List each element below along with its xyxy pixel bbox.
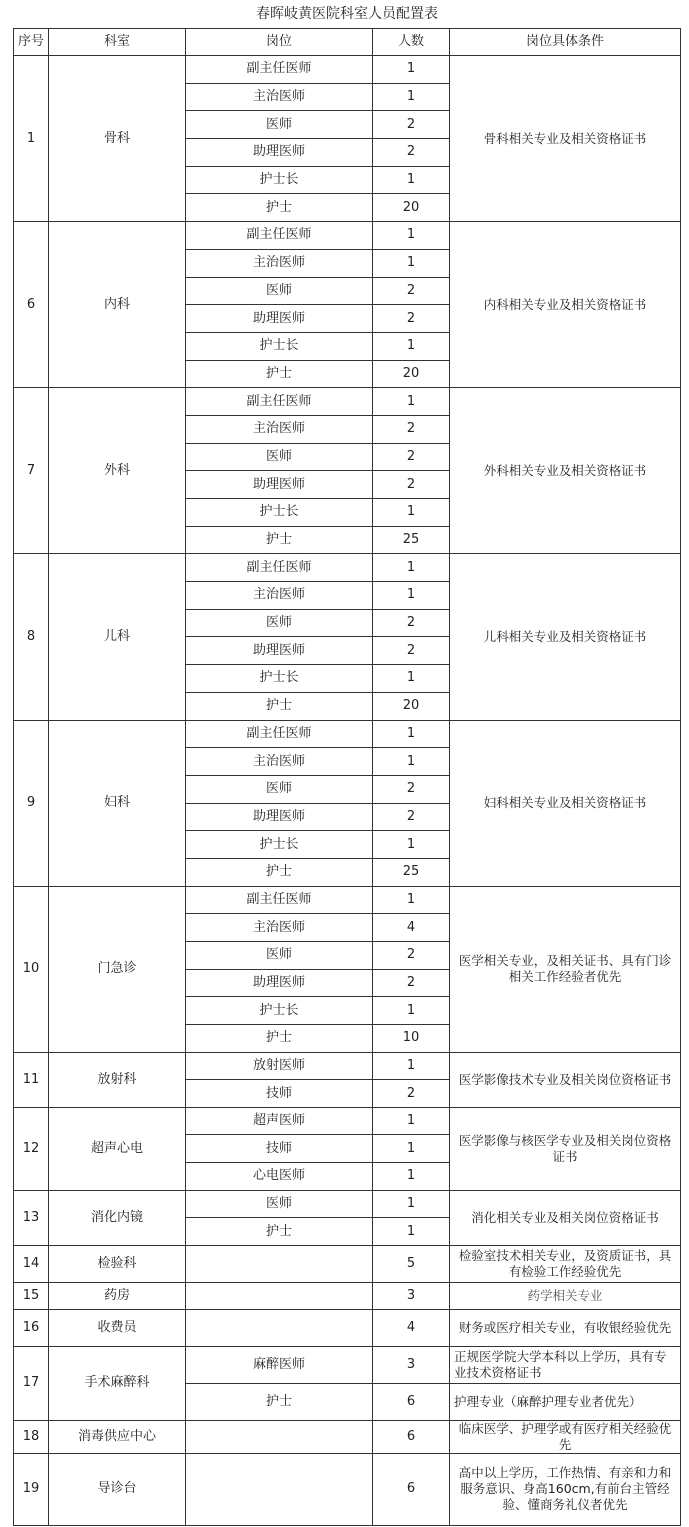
position: 助理医师 — [186, 803, 373, 831]
position: 护士 — [186, 1383, 373, 1420]
position: 护士 — [186, 360, 373, 388]
headcount: 6 — [373, 1420, 450, 1453]
header-row — [14, 29, 681, 56]
position: 医师 — [186, 775, 373, 803]
department: 药房 — [49, 1282, 186, 1309]
headcount: 1 — [373, 499, 450, 527]
headcount: 20 — [373, 360, 450, 388]
headcount: 2 — [373, 443, 450, 471]
table-row — [14, 56, 681, 84]
headcount: 2 — [373, 111, 450, 139]
position: 护士长 — [186, 997, 373, 1025]
headcount: 5 — [373, 1245, 450, 1282]
position: 副主任医师 — [186, 554, 373, 582]
position: 助理医师 — [186, 637, 373, 665]
row-number: 16 — [14, 1309, 49, 1346]
row-number: 10 — [14, 886, 49, 1052]
title-row — [14, 0, 681, 29]
position-conditions: 临床医学、护理学或有医疗相关经验优先 — [450, 1420, 681, 1453]
table-row — [14, 720, 681, 748]
row-number: 15 — [14, 1282, 49, 1309]
position: 主治医师 — [186, 249, 373, 277]
department: 内科 — [49, 222, 186, 388]
row-number: 12 — [14, 1107, 49, 1190]
headcount: 2 — [373, 969, 450, 997]
position-conditions: 内科相关专业及相关资格证书 — [450, 222, 681, 388]
position: 医师 — [186, 609, 373, 637]
headcount: 1 — [373, 554, 450, 582]
position: 主治医师 — [186, 582, 373, 610]
headcount: 1 — [373, 332, 450, 360]
table-row — [14, 1107, 681, 1135]
position: 技师 — [186, 1080, 373, 1108]
headcount: 2 — [373, 415, 450, 443]
header-count: 人数 — [373, 29, 450, 56]
headcount: 3 — [373, 1282, 450, 1309]
position — [186, 1282, 373, 1309]
row-number: 1 — [14, 56, 49, 222]
position: 护士长 — [186, 332, 373, 360]
position: 医师 — [186, 111, 373, 139]
headcount: 2 — [373, 942, 450, 970]
position: 护士长 — [186, 166, 373, 194]
position: 麻醉医师 — [186, 1346, 373, 1383]
department: 超声心电 — [49, 1107, 186, 1190]
headcount: 2 — [373, 139, 450, 167]
position-conditions: 高中以上学历，工作热情、有亲和力和服务意识、身高160cm,有前台主管经验、懂商务礼仪者优先 — [450, 1453, 681, 1525]
headcount: 2 — [373, 277, 450, 305]
department: 检验科 — [49, 1245, 186, 1282]
row-number: 11 — [14, 1052, 49, 1107]
headcount: 1 — [373, 665, 450, 693]
headcount: 3 — [373, 1346, 450, 1383]
position: 技师 — [186, 1135, 373, 1163]
row-number: 14 — [14, 1245, 49, 1282]
position: 主治医师 — [186, 748, 373, 776]
table-row — [14, 1282, 681, 1309]
position-conditions: 儿科相关专业及相关资格证书 — [450, 554, 681, 720]
table-row — [14, 1346, 681, 1383]
department: 收费员 — [49, 1309, 186, 1346]
position-conditions: 医学相关专业，及相关证书、具有门诊相关工作经验者优先 — [450, 886, 681, 1052]
row-number: 9 — [14, 720, 49, 886]
position: 助理医师 — [186, 969, 373, 997]
position-conditions: 检验室技术相关专业，及资质证书，具有检验工作经验优先 — [450, 1245, 681, 1282]
table-row — [14, 388, 681, 416]
headcount: 1 — [373, 1190, 450, 1218]
headcount: 1 — [373, 1218, 450, 1246]
headcount: 1 — [373, 886, 450, 914]
position: 护士 — [186, 1025, 373, 1053]
table-row — [14, 554, 681, 582]
table-row — [14, 886, 681, 914]
position: 医师 — [186, 1190, 373, 1218]
position: 副主任医师 — [186, 388, 373, 416]
headcount: 1 — [373, 222, 450, 250]
position-conditions: 妇科相关专业及相关资格证书 — [450, 720, 681, 886]
headcount: 25 — [373, 526, 450, 554]
position: 主治医师 — [186, 914, 373, 942]
position: 超声医师 — [186, 1107, 373, 1135]
position-conditions: 消化相关专业及相关岗位资格证书 — [450, 1190, 681, 1245]
position: 医师 — [186, 942, 373, 970]
department: 消化内镜 — [49, 1190, 186, 1245]
position: 放射医师 — [186, 1052, 373, 1080]
position-conditions: 护理专业（麻醉护理专业者优先） — [450, 1383, 681, 1420]
position: 护士长 — [186, 665, 373, 693]
headcount: 2 — [373, 471, 450, 499]
position-conditions: 正规医学院大学本科以上学历，具有专业技术资格证书 — [450, 1346, 681, 1383]
table-row — [14, 222, 681, 250]
position — [186, 1245, 373, 1282]
row-number: 7 — [14, 388, 49, 554]
headcount: 1 — [373, 1052, 450, 1080]
staffing-table — [13, 0, 681, 1526]
position-conditions: 骨科相关专业及相关资格证书 — [450, 56, 681, 222]
position: 护士 — [186, 526, 373, 554]
header-no: 序号 — [14, 29, 49, 56]
headcount: 4 — [373, 1309, 450, 1346]
row-number: 17 — [14, 1346, 49, 1420]
department: 手术麻醉科 — [49, 1346, 186, 1420]
row-number: 8 — [14, 554, 49, 720]
position: 心电医师 — [186, 1163, 373, 1191]
department: 儿科 — [49, 554, 186, 720]
headcount: 1 — [373, 997, 450, 1025]
position: 副主任医师 — [186, 222, 373, 250]
position: 护士 — [186, 1218, 373, 1246]
headcount: 1 — [373, 748, 450, 776]
department: 门急诊 — [49, 886, 186, 1052]
position-conditions: 医学影像与核医学专业及相关岗位资格证书 — [450, 1107, 681, 1190]
table-title: 春晖岐黄医院科室人员配置表 — [14, 0, 681, 29]
position-conditions: 外科相关专业及相关资格证书 — [450, 388, 681, 554]
headcount: 1 — [373, 83, 450, 111]
table-row — [14, 1453, 681, 1525]
row-number: 19 — [14, 1453, 49, 1525]
headcount: 1 — [373, 1163, 450, 1191]
headcount: 25 — [373, 858, 450, 886]
department: 放射科 — [49, 1052, 186, 1107]
headcount: 1 — [373, 831, 450, 859]
header-dept: 科室 — [49, 29, 186, 56]
position-conditions: 医学影像技术专业及相关岗位资格证书 — [450, 1052, 681, 1107]
headcount: 1 — [373, 166, 450, 194]
department: 骨科 — [49, 56, 186, 222]
headcount: 20 — [373, 194, 450, 222]
department: 外科 — [49, 388, 186, 554]
header-position: 岗位 — [186, 29, 373, 56]
header-conditions: 岗位具体条件 — [450, 29, 681, 56]
position-conditions: 财务或医疗相关专业，有收银经验优先 — [450, 1309, 681, 1346]
table-row — [14, 1420, 681, 1453]
headcount: 2 — [373, 775, 450, 803]
position-conditions: 药学相关专业 — [450, 1282, 681, 1309]
headcount: 4 — [373, 914, 450, 942]
position: 助理医师 — [186, 139, 373, 167]
row-number: 13 — [14, 1190, 49, 1245]
headcount: 1 — [373, 56, 450, 84]
position: 护士长 — [186, 831, 373, 859]
headcount: 1 — [373, 388, 450, 416]
headcount: 2 — [373, 803, 450, 831]
headcount: 6 — [373, 1453, 450, 1525]
position: 护士 — [186, 194, 373, 222]
table-row — [14, 1052, 681, 1080]
department: 导诊台 — [49, 1453, 186, 1525]
headcount: 6 — [373, 1383, 450, 1420]
position: 医师 — [186, 277, 373, 305]
position: 副主任医师 — [186, 720, 373, 748]
row-number: 18 — [14, 1420, 49, 1453]
position — [186, 1420, 373, 1453]
headcount: 2 — [373, 1080, 450, 1108]
position — [186, 1453, 373, 1525]
headcount: 1 — [373, 1135, 450, 1163]
headcount: 1 — [373, 720, 450, 748]
position: 护士 — [186, 692, 373, 720]
position — [186, 1309, 373, 1346]
headcount: 10 — [373, 1025, 450, 1053]
table-row — [14, 1190, 681, 1218]
department: 消毒供应中心 — [49, 1420, 186, 1453]
headcount: 1 — [373, 1107, 450, 1135]
headcount: 1 — [373, 582, 450, 610]
position: 副主任医师 — [186, 886, 373, 914]
position: 副主任医师 — [186, 56, 373, 84]
position: 主治医师 — [186, 83, 373, 111]
table-row — [14, 1309, 681, 1346]
position: 主治医师 — [186, 415, 373, 443]
headcount: 20 — [373, 692, 450, 720]
headcount: 2 — [373, 305, 450, 333]
row-number: 6 — [14, 222, 49, 388]
position: 助理医师 — [186, 471, 373, 499]
position: 护士长 — [186, 499, 373, 527]
position: 护士 — [186, 858, 373, 886]
headcount: 1 — [373, 249, 450, 277]
department: 妇科 — [49, 720, 186, 886]
position: 助理医师 — [186, 305, 373, 333]
headcount: 2 — [373, 637, 450, 665]
position: 医师 — [186, 443, 373, 471]
headcount: 2 — [373, 609, 450, 637]
table-row — [14, 1245, 681, 1282]
